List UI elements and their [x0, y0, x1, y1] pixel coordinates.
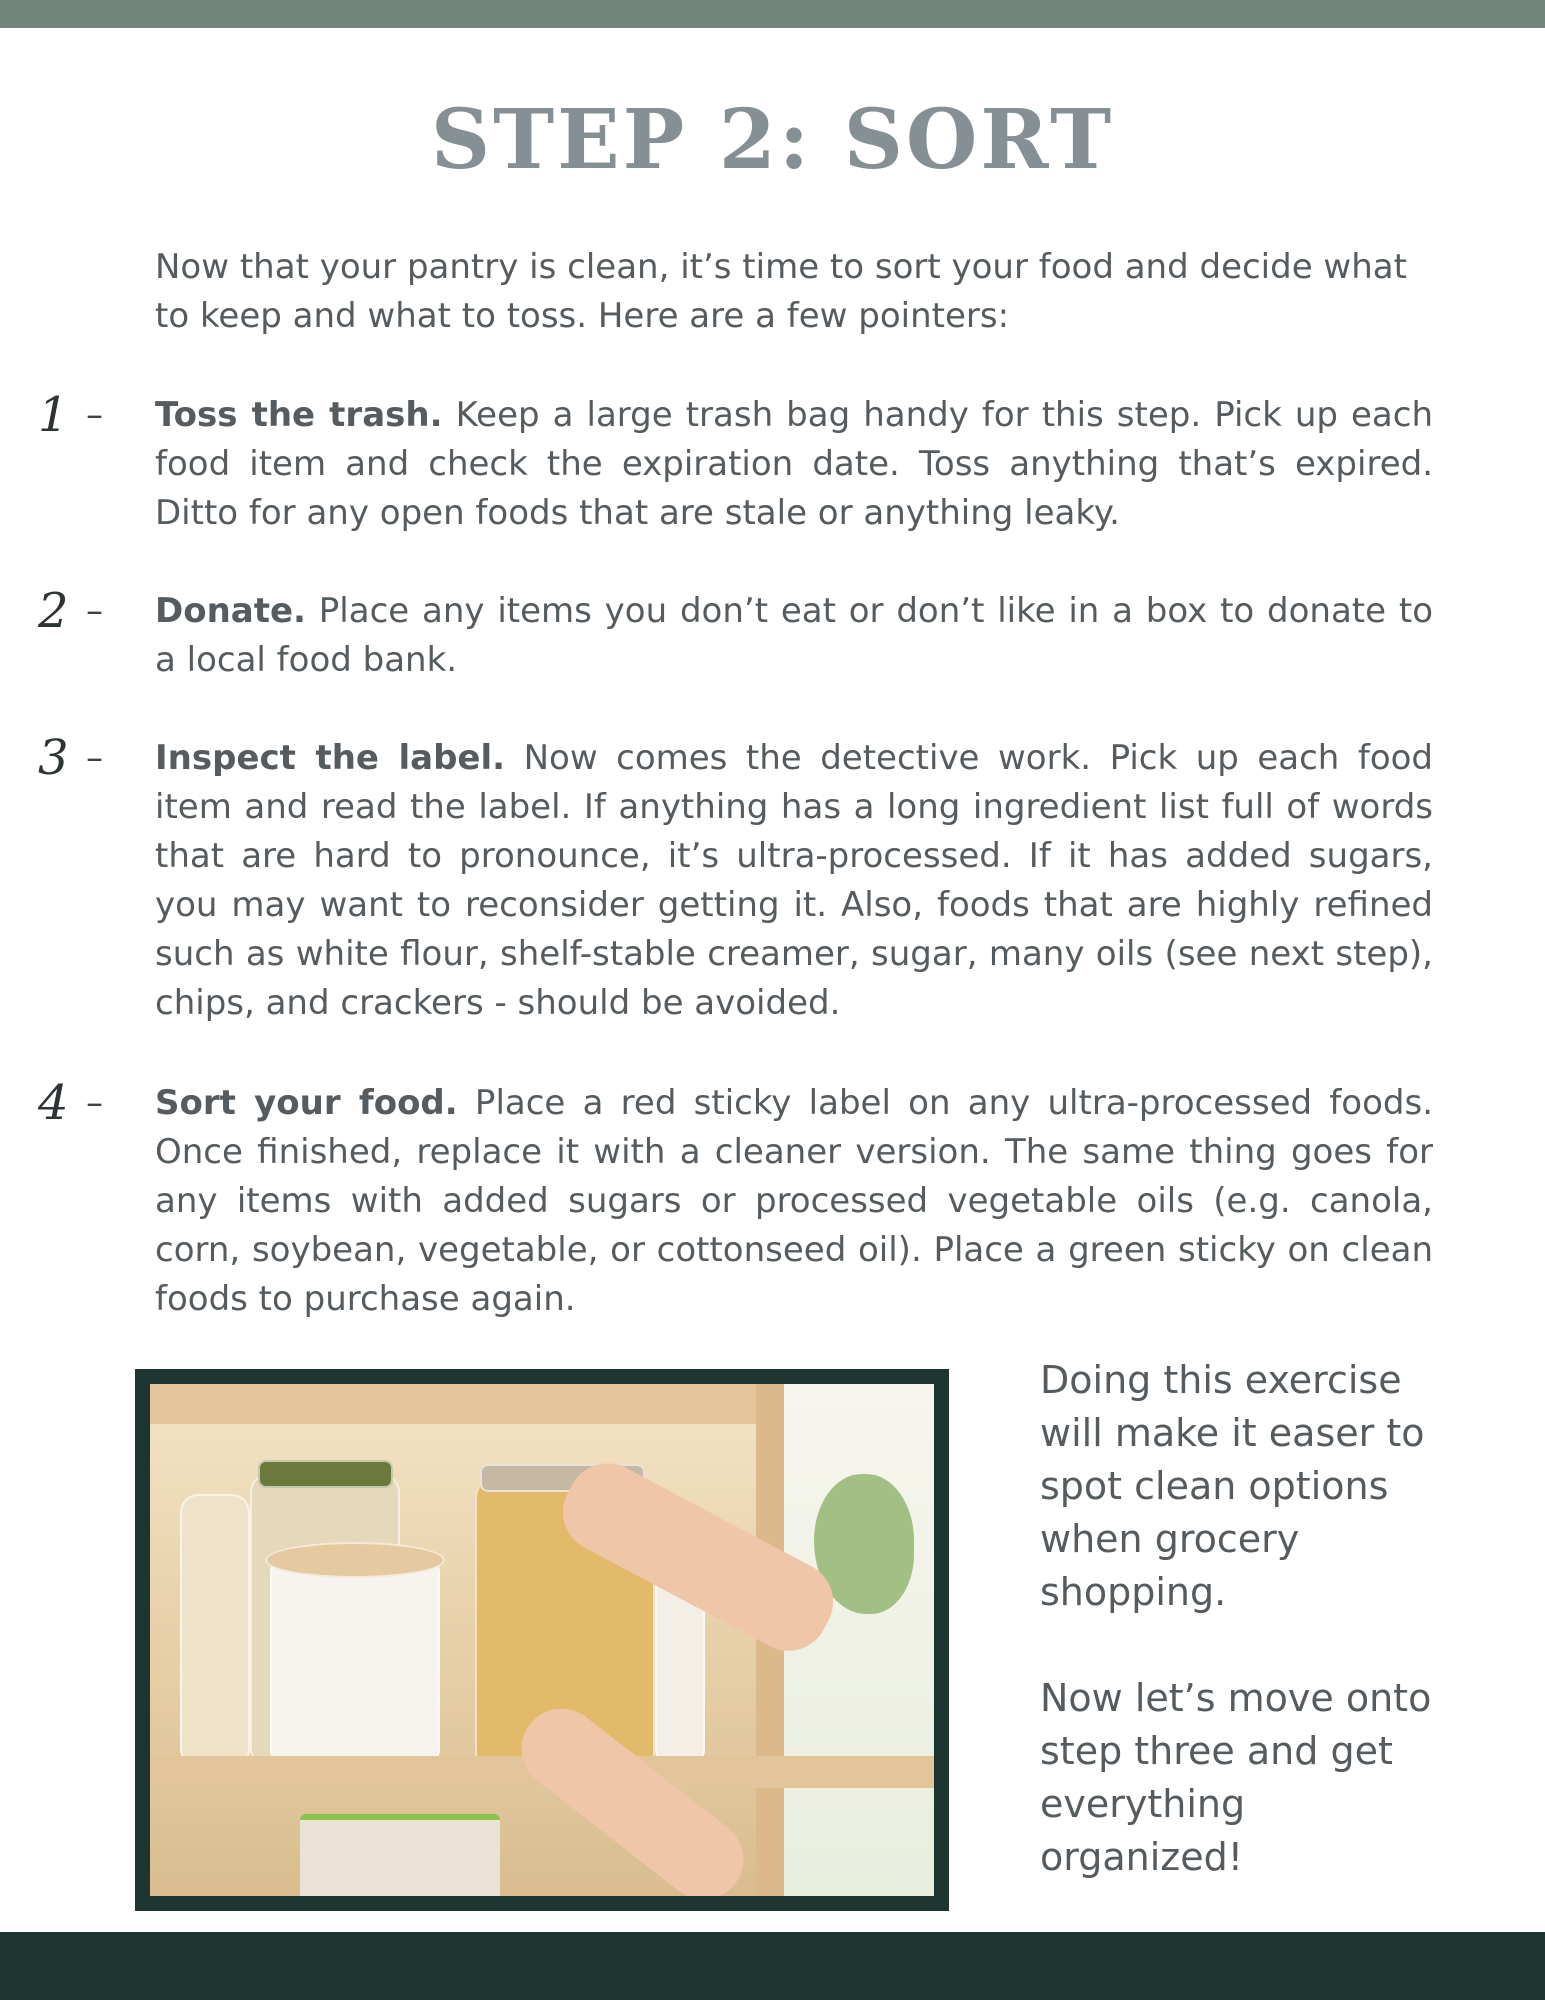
photo-wooden-lid [265, 1542, 445, 1578]
photo-rice-jar [180, 1494, 250, 1764]
step-text [155, 587, 1433, 685]
page-title: STEP 2: SORT [430, 92, 1115, 188]
step-dash: – [86, 395, 103, 435]
step-text [155, 734, 1433, 1028]
step-description: Now comes the detective work. Pick up each food item and read the label. If anything has a long ingredient list full of words that are hard to pronounce, it’s ultra-processed. If it has added sugars, you may want to reconsider getting it. Also, foods that are highly refined such as white flour, shelf-stable creamer, sugar, many oils (see next step), chips, and crackers - should be avoided. [155, 738, 1433, 1023]
step-number: 2 [38, 583, 69, 639]
step-dash: – [86, 738, 103, 778]
step-heading: Sort your food. [155, 1083, 458, 1123]
photo-sugar-jar [270, 1554, 440, 1764]
photo-bean-container [300, 1814, 500, 1910]
bottom-accent-bar [0, 1932, 1545, 2000]
photo-green-lid [258, 1460, 393, 1488]
step-description: Keep a large trash bag handy for this step. Pick up each food item and check the expiration date. Toss anything that’s expired. Ditto for any open foods that are stale or anything leaky. [155, 395, 1433, 533]
pantry-photo [135, 1369, 949, 1911]
side-note-paragraph-1: Doing this exercise will make it easer to spot clean options when grocery shopping. [1040, 1358, 1425, 1614]
step-description: Place any items you don’t eat or don’t like in a box to donate to a local food bank. [155, 591, 1433, 680]
step-heading: Toss the trash. [155, 395, 443, 435]
step-description: Place a red sticky label on any ultra-processed foods. Once finished, replace it with a cleaner version. The same thing goes for any items with added sugars or processed vegetable oils (e.g. canola, corn, soybean, vegetable, or cottonseed oil). Place a green sticky on clean foods to purchase again. [155, 1083, 1433, 1319]
side-note-paragraph-2: Now let’s move onto step three and get everything organized! [1040, 1676, 1432, 1879]
step-number: 4 [38, 1075, 69, 1131]
step-heading: Donate. [155, 591, 306, 631]
side-note [1040, 1354, 1460, 1884]
step-text [155, 391, 1433, 538]
step-number: 1 [38, 387, 69, 443]
step-text [155, 1079, 1433, 1324]
step-dash: – [86, 591, 103, 631]
top-accent-bar [0, 0, 1545, 28]
step-heading: Inspect the label. [155, 738, 506, 778]
intro-paragraph: Now that your pantry is clean, it’s time to sort your food and decide what to keep and what to toss. Here are a few pointers: [155, 247, 1407, 336]
step-dash: – [86, 1083, 103, 1123]
step-number: 3 [38, 730, 69, 786]
